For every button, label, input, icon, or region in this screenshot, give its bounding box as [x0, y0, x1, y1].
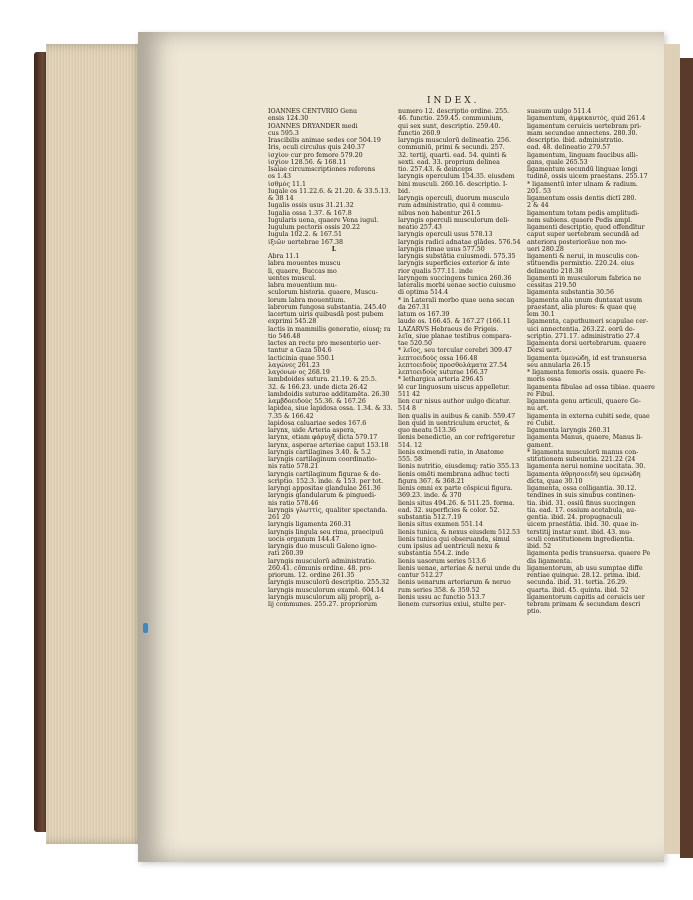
index-entry: tantur a Gaza 504.6	[268, 347, 332, 355]
index-entry: rati 260.39	[268, 550, 304, 558]
index-entry: gament.	[527, 441, 554, 449]
index-entry: laryngis duo musculi Galeno igno-	[268, 543, 377, 550]
index-entry: 260.41. cōmunis ordine. 48. pro-	[268, 564, 373, 572]
index-entry: ead. 48. delineatio 279.57	[527, 144, 611, 152]
index-entry: lienis tunica qui obseruanda, simul	[398, 535, 510, 543]
index-entry: mam secundae annectens. 280.30.	[527, 129, 638, 137]
index-entry: * ligamenta musculorū manus con-	[527, 448, 639, 456]
index-entry: 514 8	[398, 405, 417, 413]
index-entry: lienis benedictio, an cor refrigeretur	[398, 434, 515, 442]
index-entry: Abra 11.1	[268, 253, 300, 260]
index-entry: * ligamentū inter ulnam & radium.	[527, 180, 638, 188]
index-entry: laryngis ligamenta 260.31	[268, 521, 352, 529]
index-entry: stitutionem subeuntia. 221.22 (24	[527, 456, 636, 463]
page-header: INDEX.	[427, 96, 480, 106]
index-entry: laryngis superficies exterior & inte	[398, 260, 510, 268]
index-entry: lienis eximendi ratio, in Anatome	[398, 448, 504, 456]
index-entry: lienis uasorum series 513.6	[398, 557, 486, 565]
index-entry: lapidea, siue lapidosa ossa. 1.34. & 33.	[268, 405, 393, 413]
index-entry: nis ratio 578.46	[268, 499, 319, 507]
index-entry: 261 20	[268, 514, 291, 521]
index-entry: bid.	[398, 187, 411, 195]
index-entry: rentiae quinque. 28.12. prima. ibid.	[527, 572, 641, 579]
index-entry: tia. ibid. 31. ossiū finus succingen	[527, 499, 636, 507]
index-entry: lienis uenarum arteriarum & neruo	[398, 579, 511, 587]
index-entry: lienis nutritio, eiusdemq; ratio 355.13	[398, 463, 520, 471]
index-entry: caput super uertebram secundā ad	[527, 231, 639, 239]
index-entry: * λεῖος, seu torcular cerebri 309.47	[398, 347, 512, 355]
index-entry: ligamentorum, ab usu sumptae diffe	[527, 564, 643, 572]
index-entry: laryngis glandularum & pinguedi-	[268, 492, 377, 500]
index-entry: lienis ussu ac functio 513.7	[398, 593, 486, 601]
index-entry: Iugularis uena, quaere Vena iugul.	[268, 216, 379, 224]
index-entry: λαγόνων ος 268.19	[268, 369, 330, 376]
index-entry: laryngem succingens tunica 260.36	[398, 274, 512, 282]
index-entry: & 38 14	[268, 195, 294, 202]
index-entry: tae 520.50	[398, 340, 433, 347]
index-entry: ligamenta laryngis 260.31	[527, 427, 611, 434]
index-entry: lij communes. 255.27. propriorum	[268, 601, 378, 608]
index-entry: laryngis operculi, duorum musculo	[398, 195, 510, 202]
index-entry: lapidosa caluariae sedes 167.6	[268, 419, 367, 427]
index-entry: 511 42	[398, 390, 421, 398]
index-entry: 369.23. inde. & 370	[398, 492, 462, 500]
index-entry: 514. 12	[398, 441, 423, 449]
index-entry: uentes muscul.	[268, 274, 317, 282]
index-entry: labra mouentes muscu	[268, 260, 341, 268]
index-entry: lienis uenae, arteriae & nerui unde du	[398, 564, 521, 572]
index-entry: tendines in suis sinubus continen-	[527, 492, 636, 500]
index-entry: cum ipsius ad uentriculi nexu &	[398, 543, 500, 550]
index-entry: lactes an recte pro mesenterio uer-	[268, 340, 381, 347]
index-entry: tio. 257.43. & deinceps	[398, 166, 473, 173]
right-cover	[680, 58, 693, 858]
index-entry: laryngis γλωττίς, qualiter spectanda.	[268, 506, 388, 514]
index-entry: tudinē, ossis uicem praestans. 255.17	[527, 173, 648, 181]
index-entry: ligamenta fibulae ad ossa tibiae. quaere	[527, 383, 655, 391]
index-entry: gans, quale 265.53	[527, 158, 588, 166]
index-entry: lambdoidis suturae additamēta. 26.30	[268, 390, 390, 398]
index-entry: lien quid in uentriculum eructet, &	[398, 419, 510, 427]
index-entry: re Cubit.	[527, 419, 556, 427]
index-entry: laryngis musculorū delineatio. 256.	[398, 137, 511, 144]
index-entry: moris ossa	[527, 376, 562, 384]
index-entry: ligamentum ceruicis uertebram pri-	[527, 122, 642, 130]
index-entry: 7.35 & 166.42	[268, 412, 314, 420]
index-entry: lien cur nisus author uulgo dicatur.	[398, 398, 511, 405]
index-entry: quarta. ibid. 45. quinta. ibid. 52	[527, 586, 629, 594]
index-entry: larynx, etiam φάρυγξ dicta 579.17	[268, 434, 378, 442]
index-entry: * ligamenta femoris ossis. quaere Fe-	[527, 369, 646, 376]
index-entry: lateralis morbi uenae sectio cuiusmo	[398, 282, 516, 289]
index-entry: Iris, oculi circulus quis 240.37	[268, 144, 365, 152]
index-entry: Iugalis ossis usus 31.21.32	[268, 202, 354, 210]
index-entry: λαμβδοειδούς 55.36. & 167.26	[268, 398, 366, 405]
right-page-edges	[664, 44, 680, 854]
index-entry: functio 260.9	[398, 129, 441, 137]
index-entry: labrorum fungosa substantia. 245.40	[268, 303, 387, 311]
index-entry: substantia 554.2. inde	[398, 550, 470, 558]
index-entry: Dorsi uert.	[527, 347, 562, 355]
index-entry: praestant, alia plures: & quae quę	[527, 303, 637, 311]
index-entry: IOANNES CENTVRIO Genu	[268, 108, 358, 115]
index-entry: ligamenta pedis transuersa. quaere Pe	[527, 550, 651, 558]
index-entry: ligamenta genu articuli, quaere Ge-	[527, 398, 641, 405]
index-entry: rum series 358. & 359.52	[398, 586, 480, 594]
index-entry: ligamentum, ἀμφικαυτός, quid 261.4	[527, 115, 646, 123]
index-entry: tebram primam & secundam descri	[527, 601, 641, 608]
index-entry: lem 30.1	[527, 311, 555, 318]
index-entry: terstitij instar sunt. ibid. 43. mu-	[527, 528, 632, 536]
index-entry: stituendis permixtio. 220.24. eius	[527, 260, 635, 268]
index-entry: 555. 58	[398, 456, 423, 463]
index-entry: λεπτοειδούς προσθολάματα 27.54	[398, 361, 508, 369]
index-entry: rior qualis 577.11. inde	[398, 267, 473, 275]
index-entry: 46. functio. 259.45. communium,	[398, 115, 504, 123]
index-entry: substantia 512.7.19	[398, 514, 462, 521]
index-entry: ligamenta, ossa colligantia. 30.12.	[527, 485, 637, 492]
index-entry: λαγώνες 261.23	[268, 361, 320, 369]
index-entry: lacertum uiris quibusdā post pubem	[268, 311, 384, 318]
index-entry: ligamenta in externa cubiti sede, quae	[527, 412, 650, 420]
index-entry: figura 367. & 368.21	[398, 477, 465, 485]
index-entry: laryngis cartilagines 3.40. & 5.2	[268, 448, 371, 456]
index-entry: laryngis lingula seu rima, praecipuū	[268, 528, 384, 536]
index-entry: delineatio 218.38	[527, 267, 583, 275]
index-entry: scriptio. 152.3. inde. & 153. per tot.	[268, 477, 384, 485]
index-entry: qui sex sunt, descriptio. 259.40.	[398, 122, 501, 130]
index-entry: gentia. ibid. 24. propugnaculi	[527, 514, 622, 521]
index-entry: communiū, primi & secundi. 257.	[398, 144, 505, 152]
index-entry: uicem praestātia. ibid. 30. quae in-	[527, 521, 639, 529]
index-entry: 201. 53	[527, 187, 552, 195]
index-entry: IOANNES DRYANDER medi	[268, 122, 358, 130]
index-column-left	[268, 108, 400, 608]
index-entry: labra mouentium mu-	[268, 282, 337, 289]
index-entry: ptio.	[527, 608, 542, 616]
index-entry: exprimi 545.28	[268, 318, 317, 326]
index-entry: laryngis musculorū descriptio. 255.32	[268, 579, 390, 587]
index-entry: seu annularia 26.15	[527, 361, 591, 369]
index-entry: laryngis cartilaginum figurae & de-	[268, 470, 381, 478]
index-entry: ἰσχίον cur pro femore 579.20	[268, 151, 363, 159]
index-entry: laryngis operculi musculorum deli-	[398, 216, 510, 224]
index-entry: bini musculi. 260.16. descriptio. I-	[398, 180, 508, 188]
index-entry: da 267.31	[398, 303, 430, 311]
index-entry: LAZARVS Hebraeus de Frigeis.	[398, 325, 499, 333]
index-entry: tio 546.48	[268, 332, 301, 340]
index-entry: ligamenta nerui nomine uocitata. 30.	[527, 463, 646, 471]
index-entry: ligamenta Manus, quaere, Manus li-	[527, 434, 643, 442]
index-entry: Irascibilis animae sedes cor 504.19	[268, 137, 381, 144]
index-entry: * lethargica arteria 296.45	[398, 376, 484, 384]
index-entry: Iugulum pectoris ossis 20.22	[268, 224, 361, 231]
index-entry: laryngis radici adnatae glādes. 576.54	[398, 238, 521, 246]
index-entry: os 1.43	[268, 173, 292, 181]
index-entry: priorum. 12. ordine 261.35	[268, 572, 355, 579]
index-column-right	[527, 108, 659, 616]
index-entry: latum os 167.39	[398, 311, 450, 318]
index-entry: ligamenta substantia 30.56	[527, 289, 615, 297]
index-entry: scriptio. 271.17. administratio 27.4	[527, 332, 640, 340]
index-entry: lē cur linguosum uiscus appelletur.	[398, 383, 510, 391]
index-entry: rum administratio, qui ē commu-	[398, 202, 504, 210]
index-entry: neatio 257.43	[398, 224, 442, 231]
index-entry: laryngi appositae glandulae 261.36	[268, 485, 381, 492]
index-entry: nem subiens. quaere Pedis ampl.	[527, 216, 633, 224]
index-entry: suasum uulgo 511.4	[527, 108, 592, 115]
index-entry: Iugalia ossa 1.37. & 167.8	[268, 209, 352, 217]
index-entry: ueri 280.28	[527, 245, 564, 253]
page-edges	[46, 44, 144, 844]
index-entry: ligamentum secundū linguae longi	[527, 166, 638, 173]
index-entry: ligamenti & nerui, in musculis con-	[527, 253, 640, 260]
index-entry: numero 12. descriptio ordine. 255.	[398, 108, 510, 115]
index-entry: cantur 512.27	[398, 572, 443, 579]
index-entry: nibus non habentur 261.5	[398, 209, 481, 217]
index-entry: laryngis substātia cuiusmodi. 575.35	[398, 253, 516, 260]
index-entry: tia. ead. 17. ossium acetabula, au-	[527, 506, 637, 514]
index-entry: nis ratio 578.21	[268, 463, 319, 471]
index-entry: ligamentum, linguam faucibus alli-	[527, 151, 638, 159]
index-entry: laryngis cartilaginum coordinatio-	[268, 456, 377, 463]
index-column-middle	[398, 108, 530, 608]
index-entry: ligamentorum capitis ad ceruicis uer	[527, 593, 645, 601]
index-entry: larynx, asperae arteriae caput 153.18	[268, 441, 389, 449]
index-entry: nu art.	[527, 405, 549, 413]
index-entry: λεπτοειδούς suturae 166.37	[398, 369, 488, 376]
index-entry: larynx, uide Arteria aspera,	[268, 427, 356, 434]
index-entry: di optima 514.4	[398, 289, 449, 297]
index-entry: descriptio. ibid. administratio.	[527, 137, 624, 144]
index-entry: ligamenta ὑμενώδη, id est transuersa	[527, 354, 647, 362]
index-entry: laryngis operculum 154.35. eiusdem	[398, 173, 515, 181]
index-entry: li, quaere, Buccas mo	[268, 267, 337, 275]
index-entry: ligamentum totam pedis amplitudi-	[527, 209, 640, 217]
index-entry: λεπτοειδούς ossa 166.48	[398, 354, 478, 362]
index-entry: sculi constitutionem ingredientia.	[527, 535, 635, 543]
index-entry: Isaiae circumscriptiones referens	[268, 166, 376, 173]
index-entry: ligamenti descriptio, quod offendītur	[527, 224, 645, 231]
index-entry: ligamenta alia unum duntaxat usum	[527, 296, 643, 304]
index-entry: anteriora posteriorāue non mo-	[527, 238, 628, 246]
index-entry: laryngis musculorum alij proprij, a-	[268, 593, 381, 601]
index-entry: laryngis musculorū administratio.	[268, 557, 376, 565]
index-entry: laryngis operculi usus 578.13	[398, 231, 493, 239]
index-entry: Iugale os 11.22.6. & 21.20. & 33.5.13.	[268, 187, 391, 195]
index-entry: 2 & 44	[527, 202, 549, 210]
index-entry: 32. & 166.23. unde dicta 26.42	[268, 383, 368, 391]
index-entry: laryngis rimae usus 577.50	[398, 245, 485, 253]
index-entry: lienis situs examen 551.14	[398, 521, 483, 529]
index-entry: ligamenta dorsi uertebrarum. quaere	[527, 340, 647, 347]
index-entry: ligamentum ossis dentis dictī 280.	[527, 195, 637, 202]
index-entry: cessitas 219.50	[527, 282, 577, 289]
index-entry: lienem cursorius exiui, stulte per-	[398, 601, 506, 608]
index-entry: cus 595.3	[268, 129, 299, 137]
index-entry: re Fibul.	[527, 390, 555, 398]
index-entry: ligamenta ἀθρησοειδή seu ὑμενώδη	[527, 470, 641, 478]
index-entry: sculorum historia. quaere, Muscu-	[268, 289, 378, 297]
index-entry: lacticinia quae 550.1	[268, 354, 335, 362]
index-entry: ibid. 52	[527, 543, 552, 550]
index-entry: lactis in mammilis generatio, eiusq; ra	[268, 325, 391, 333]
index-entry: ensis 124.30	[268, 115, 309, 123]
index-entry: lorum labra mouentium.	[268, 296, 346, 304]
index-entry: uocis organum 144.47	[268, 535, 340, 543]
index-entry: ead. 32. superficies & color. 52.	[398, 506, 500, 514]
index-entry: sexti. ead. 33. proprium delinea	[398, 158, 500, 166]
index-entry: lienis omni ex parte cōspicui figura.	[398, 485, 513, 492]
index-entry: * in Laterali morbo quae uena secan	[398, 296, 515, 304]
index-entry: dis ligamenta.	[527, 557, 573, 565]
index-entry: lambdoides sutura. 21.19. & 25.5.	[268, 376, 377, 384]
index-entry: Iugula 102.2. & 167.51	[268, 231, 343, 239]
index-entry: lien qualis in auibus & canib. 559.47	[398, 412, 516, 420]
index-entry: ligamenta, caputhumeri scapulae cer-	[527, 318, 649, 326]
index-entry: dicta, quae 30.10	[527, 477, 583, 485]
index-entry: ἰξιῶν uertebrae 167.38	[268, 238, 343, 246]
index-entry: laude os. 166.45. & 167.27 (166.11	[398, 318, 511, 326]
index-entry: λεῖα, siue planae testibus compara-	[398, 332, 512, 340]
blue-stain	[143, 623, 148, 633]
index-entry: ligamenti in musculorum fabrica ne	[527, 274, 642, 282]
section-letter: L	[331, 245, 337, 253]
index-entry: secunda. ibid. 31. tertia. 26.29.	[527, 579, 628, 587]
index-entry: ἰσθμός 11.1	[268, 180, 306, 188]
index-entry: uici annectentia. 263.22. eorū de-	[527, 325, 635, 333]
index-entry: 32. tertij, quarti. ead. 54. quinti &	[398, 151, 508, 159]
index-entry: ἰσχίον 128.56. & 168.11	[268, 158, 347, 166]
index-entry: laryngis musculorum examē. 604.14	[268, 586, 385, 594]
index-entry: lienis omēti membrana adhuc tecti	[398, 470, 510, 478]
index-entry: lienis situs 494.26. & 511.25. forma.	[398, 499, 515, 507]
index-entry: lienis tunica, & nexus eiusdem 512.53	[398, 528, 521, 536]
index-entry: quo meatu 513.36	[398, 427, 456, 434]
